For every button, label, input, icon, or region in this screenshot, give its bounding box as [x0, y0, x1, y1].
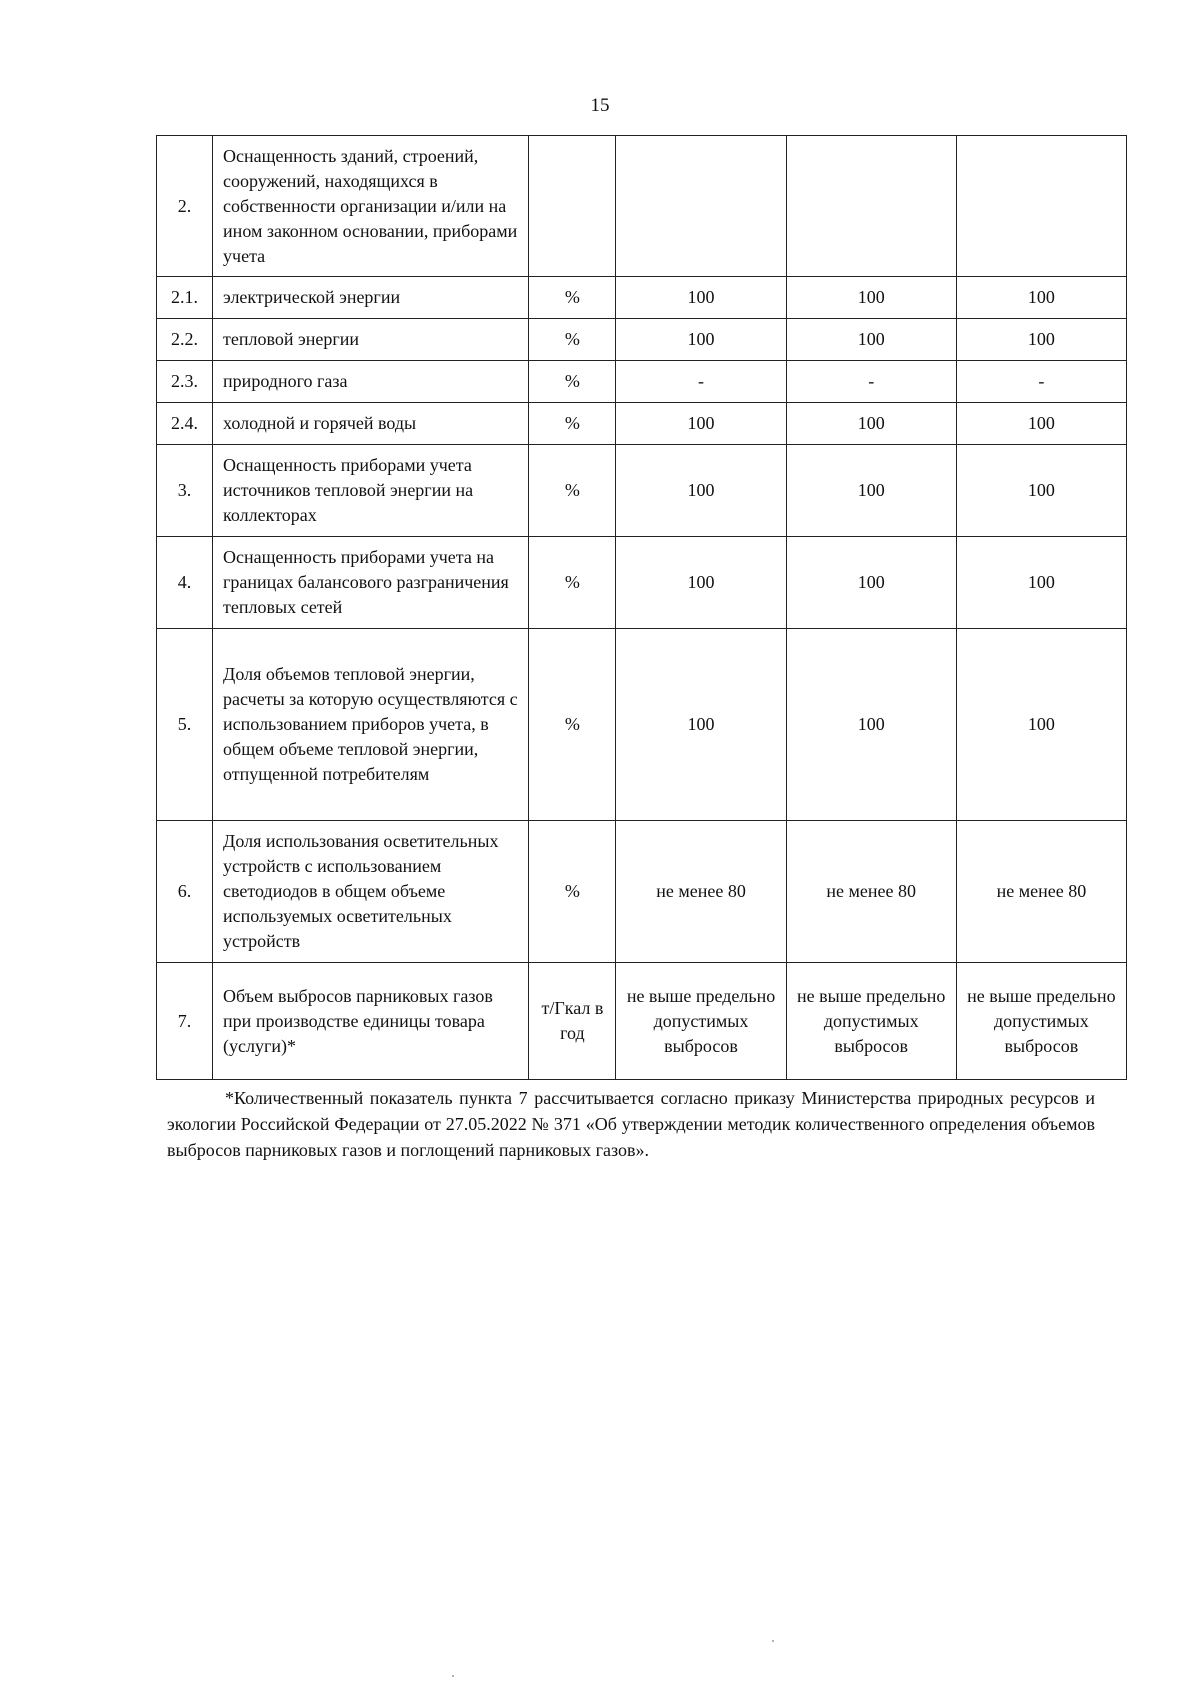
- row-value: 100: [616, 629, 786, 821]
- row-description: Оснащенность зданий, строений, сооружений, находящихся в собственности организации и/или на ином законном основании, приборами учета: [213, 136, 529, 277]
- row-value: -: [786, 361, 956, 403]
- page-number: 15: [590, 95, 610, 116]
- table-row: [157, 445, 1127, 537]
- row-description: Оснащенность приборами учета источников тепловой энергии на коллекторах: [213, 445, 529, 537]
- row-number: 2.2.: [157, 319, 213, 361]
- table-row: [157, 136, 1127, 277]
- scan-speck: [452, 1675, 454, 1677]
- row-value: 100: [786, 445, 956, 537]
- row-unit: %: [529, 403, 616, 445]
- row-unit: %: [529, 319, 616, 361]
- row-description: электрической энергии: [213, 277, 529, 319]
- footnote: *Количественный показатель пункта 7 рассчитывается согласно приказу Министерства природных ресурсов и экологии Российской Федерации от 27.05.2022 № 371 «Об утверждении методик количественного определения объемов выбросов парниковых газов и поглощений парниковых газов».: [167, 1088, 1095, 1160]
- row-value: [616, 136, 786, 277]
- row-value: не менее 80: [956, 821, 1126, 963]
- row-unit: %: [529, 277, 616, 319]
- row-number: 7.: [157, 963, 213, 1080]
- row-description: Оснащенность приборами учета на границах балансового разграничения тепловых сетей: [213, 537, 529, 629]
- indicators-table: [156, 135, 1127, 1080]
- row-description: Объем выбросов парниковых газов при производстве единицы товара (услуги)*: [213, 963, 529, 1080]
- row-value: 100: [956, 403, 1126, 445]
- row-unit: %: [529, 629, 616, 821]
- table-row: [157, 403, 1127, 445]
- table-row: [157, 361, 1127, 403]
- row-value: 100: [786, 277, 956, 319]
- row-unit: %: [529, 821, 616, 963]
- row-unit: %: [529, 361, 616, 403]
- table-row: [157, 277, 1127, 319]
- row-value: [786, 136, 956, 277]
- table-row: [157, 629, 1127, 821]
- table-row: [157, 821, 1127, 963]
- row-description: тепловой энергии: [213, 319, 529, 361]
- row-value: не менее 80: [786, 821, 956, 963]
- row-unit: т/Гкал в год: [529, 963, 616, 1080]
- scan-speck: [772, 1640, 774, 1642]
- table-row: [157, 537, 1127, 629]
- row-unit: %: [529, 445, 616, 537]
- row-number: 2.4.: [157, 403, 213, 445]
- row-number: 2.3.: [157, 361, 213, 403]
- row-value: не выше предельно допустимых выбросов: [956, 963, 1126, 1080]
- row-value: 100: [956, 445, 1126, 537]
- row-value: 100: [616, 403, 786, 445]
- row-value: [956, 136, 1126, 277]
- row-value: 100: [616, 277, 786, 319]
- row-value: 100: [616, 445, 786, 537]
- row-number: 2.1.: [157, 277, 213, 319]
- row-value: 100: [786, 403, 956, 445]
- row-value: 100: [786, 629, 956, 821]
- row-number: 3.: [157, 445, 213, 537]
- row-description: природного газа: [213, 361, 529, 403]
- row-unit: [529, 136, 616, 277]
- row-number: 4.: [157, 537, 213, 629]
- row-number: 6.: [157, 821, 213, 963]
- row-description: Доля объемов тепловой энергии, расчеты за которую осуществляются с использованием приборов учета, в общем объеме тепловой энергии, отпущенной потребителям: [213, 629, 529, 821]
- row-value: не менее 80: [616, 821, 786, 963]
- row-number: 5.: [157, 629, 213, 821]
- table-row: [157, 963, 1127, 1080]
- row-value: 100: [616, 537, 786, 629]
- row-value: не выше предельно допустимых выбросов: [786, 963, 956, 1080]
- row-value: 100: [786, 319, 956, 361]
- row-number: 2.: [157, 136, 213, 277]
- row-value: 100: [956, 277, 1126, 319]
- row-value: не выше предельно допустимых выбросов: [616, 963, 786, 1080]
- row-description: Доля использования осветительных устройств с использованием светодиодов в общем объеме используемых осветительных устройств: [213, 821, 529, 963]
- row-value: -: [956, 361, 1126, 403]
- row-value: 100: [956, 537, 1126, 629]
- row-value: 100: [956, 319, 1126, 361]
- row-value: 100: [616, 319, 786, 361]
- row-unit: %: [529, 537, 616, 629]
- row-value: -: [616, 361, 786, 403]
- row-description: холодной и горячей воды: [213, 403, 529, 445]
- row-value: 100: [786, 537, 956, 629]
- row-value: 100: [956, 629, 1126, 821]
- table-row: [157, 319, 1127, 361]
